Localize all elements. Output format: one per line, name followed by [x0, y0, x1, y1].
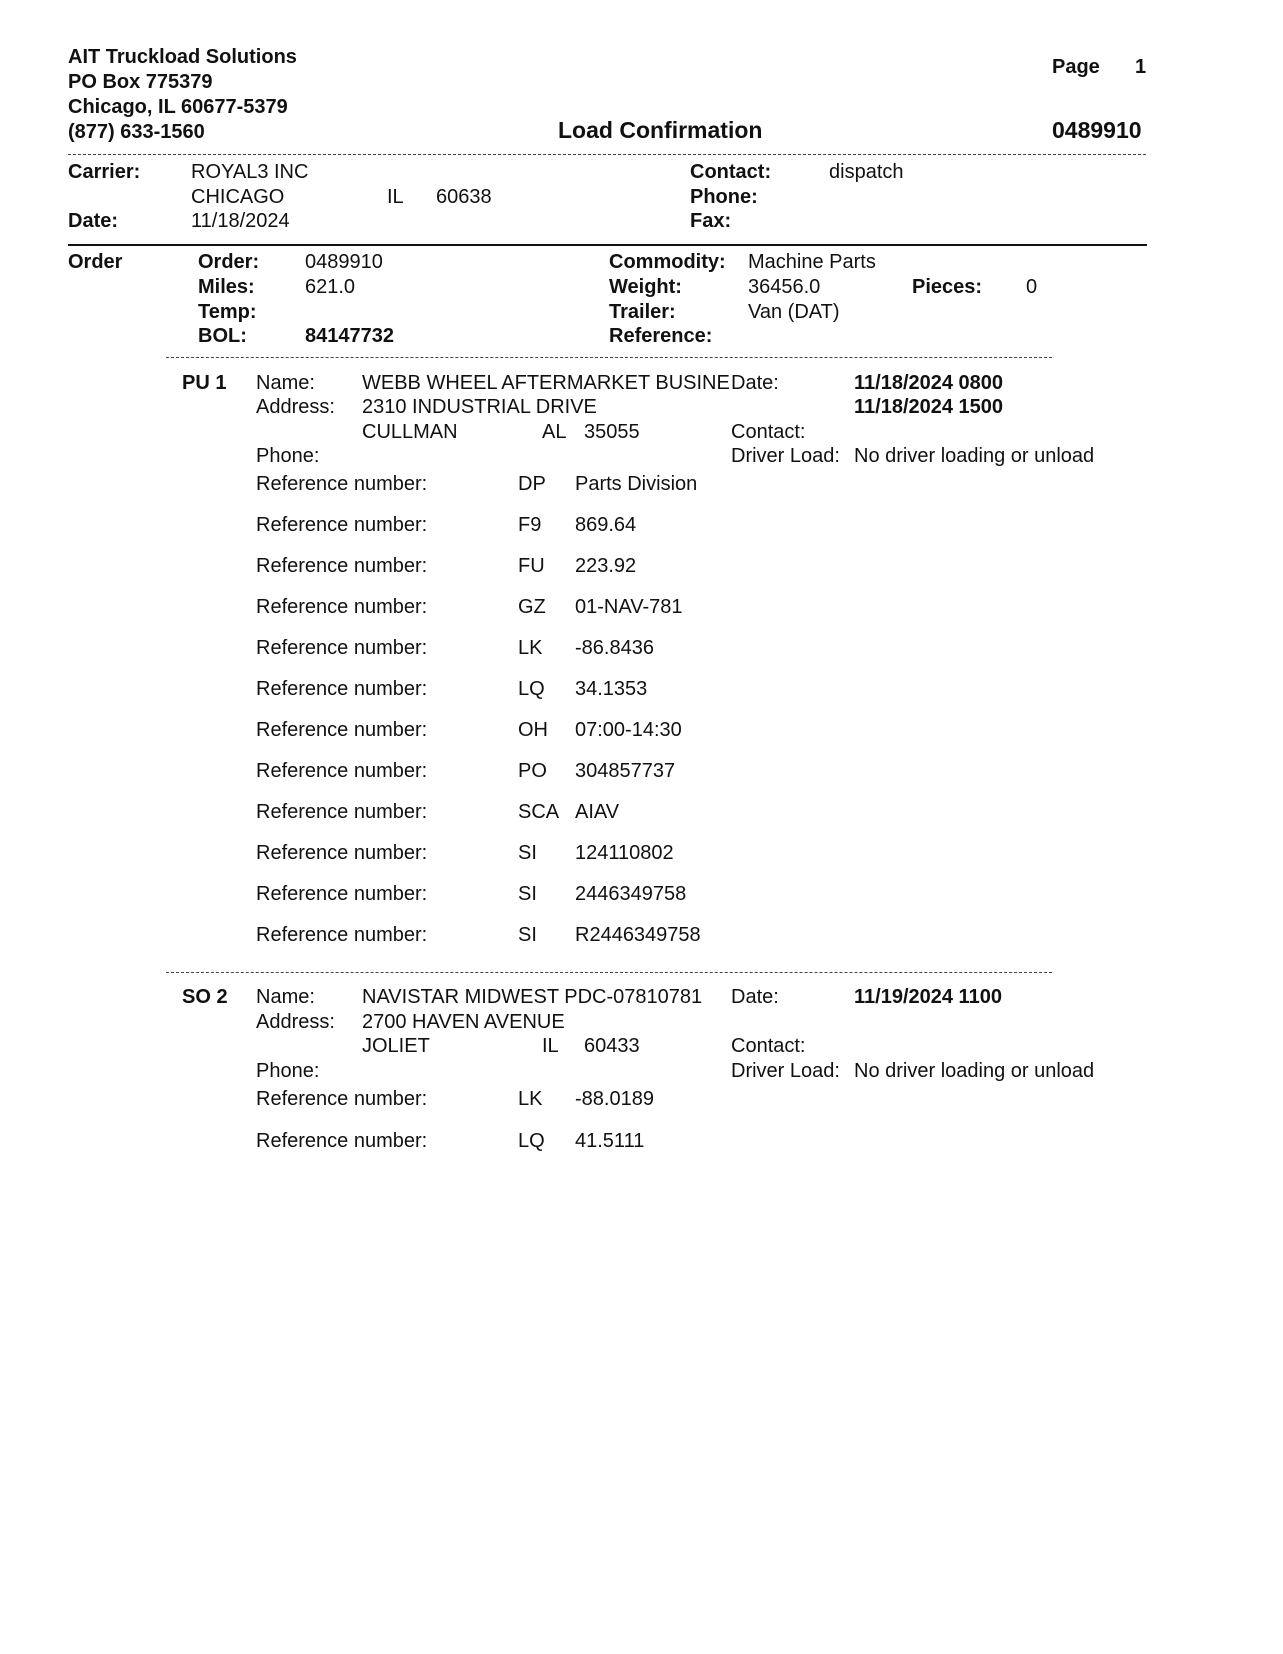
reference-code: LQ: [518, 678, 545, 700]
company-name: AIT Truckload Solutions: [68, 46, 297, 68]
company-address-line2: Chicago, IL 60677-5379: [68, 96, 288, 118]
carrier-contact: dispatch: [829, 161, 904, 183]
stop2-name-label: Name:: [256, 986, 315, 1008]
carrier-fax-label: Fax:: [690, 210, 732, 232]
reference-number-label: Reference number:: [256, 1129, 428, 1152]
reference-value: 41.5111: [575, 1129, 645, 1152]
reference-number-label: Reference number:: [256, 514, 428, 536]
pieces-value: 0: [1026, 276, 1038, 298]
header-divider: [68, 154, 1146, 155]
stop1-name: WEBB WHEEL AFTERMARKET BUSINE: [362, 372, 730, 394]
document-number: 0489910: [1052, 117, 1142, 143]
reference-value: 2446349758: [575, 883, 687, 905]
order-number-label: Order:: [198, 251, 260, 273]
stop2-address: 2700 HAVEN AVENUE: [362, 1011, 565, 1033]
reference-number-label: Reference number:: [256, 596, 428, 618]
carrier-date-label: Date:: [68, 210, 119, 232]
pieces-label: Pieces:: [912, 276, 983, 298]
miles-value: 621.0: [305, 276, 356, 298]
order-number: 0489910: [305, 251, 383, 273]
company-address-line1: PO Box 775379: [68, 71, 213, 93]
reference-code: LQ: [518, 1129, 545, 1152]
reference-number-label: Reference number:: [256, 842, 428, 864]
reference-value: 07:00-14:30: [575, 719, 682, 741]
page-number: 1: [1135, 56, 1147, 78]
reference-code: OH: [518, 719, 548, 741]
trailer-value: Van (DAT): [748, 301, 840, 323]
reference-value: AIAV: [575, 801, 620, 823]
reference-value: 869.64: [575, 514, 637, 536]
stop1-divider: [166, 972, 1052, 973]
carrier-contact-label: Contact:: [690, 161, 772, 183]
page-label: Page: [1052, 56, 1100, 78]
reference-number-label: Reference number:: [256, 924, 428, 946]
carrier-label: Carrier:: [68, 161, 141, 183]
reference-code: SI: [518, 924, 537, 946]
stop2-driver-load: No driver loading or unload: [854, 1060, 1095, 1082]
bol-value: 84147732: [305, 325, 394, 347]
commodity-label: Commodity:: [609, 251, 726, 273]
bol-label: BOL:: [198, 325, 247, 347]
weight-value: 36456.0: [748, 276, 821, 298]
carrier-zip: 60638: [436, 186, 492, 208]
stop2-date: 11/19/2024 1100: [854, 986, 1002, 1008]
reference-number-label: Reference number:: [256, 473, 428, 495]
stop1-phone-label: Phone:: [256, 445, 320, 467]
order-divider: [166, 357, 1052, 358]
order-section-label: Order: [68, 251, 123, 273]
stop1-name-label: Name:: [256, 372, 315, 394]
reference-code: LK: [518, 637, 543, 659]
reference-code: PO: [518, 760, 547, 782]
weight-label: Weight:: [609, 276, 682, 298]
stop1-zip: 35055: [584, 421, 640, 443]
reference-code: FU: [518, 555, 545, 577]
stop1-date-end: 11/18/2024 1500: [854, 396, 1004, 418]
carrier-name: ROYAL3 INC: [191, 161, 309, 183]
company-phone: (877) 633-1560: [68, 121, 205, 143]
reference-number-label: Reference number:: [256, 1088, 428, 1110]
stop1-contact-label: Contact:: [731, 421, 806, 443]
stop2-driver-load-label: Driver Load:: [731, 1060, 840, 1082]
stop2-zip: 60433: [584, 1035, 640, 1057]
stop2-phone-label: Phone:: [256, 1060, 320, 1082]
stop2-tag: SO 2: [182, 986, 228, 1008]
reference-code: F9: [518, 514, 542, 536]
reference-value: 304857737: [575, 760, 676, 782]
stop1-driver-load: No driver loading or unload: [854, 445, 1095, 467]
reference-code: GZ: [518, 596, 546, 618]
stop1-address-label: Address:: [256, 396, 335, 418]
stop1-tag: PU 1: [182, 372, 227, 394]
trailer-label: Trailer:: [609, 301, 676, 323]
reference-value: -86.8436: [575, 637, 654, 659]
reference-value: 34.1353: [575, 678, 648, 700]
stop1-address: 2310 INDUSTRIAL DRIVE: [362, 396, 597, 418]
stop1-driver-load-label: Driver Load:: [731, 445, 840, 467]
stop1-city: CULLMAN: [362, 421, 458, 443]
reference-value: -88.0189: [575, 1088, 654, 1110]
stop2-contact-label: Contact:: [731, 1035, 806, 1057]
reference-code: SCA: [518, 801, 560, 823]
stop2-name: NAVISTAR MIDWEST PDC-07810781: [362, 986, 703, 1008]
carrier-date: 11/18/2024: [191, 210, 290, 232]
reference-code: SI: [518, 842, 537, 864]
reference-number-label: Reference number:: [256, 719, 428, 741]
reference-value: R2446349758: [575, 924, 701, 946]
miles-label: Miles:: [198, 276, 255, 298]
stop2-date-label: Date:: [731, 986, 779, 1008]
reference-code: LK: [518, 1088, 543, 1110]
reference-value: Parts Division: [575, 473, 698, 495]
reference-value: 124110802: [575, 842, 674, 864]
reference-number-label: Reference number:: [256, 883, 428, 905]
reference-value: 223.92: [575, 555, 637, 577]
stop2-city: JOLIET: [362, 1035, 430, 1057]
stop2-state: IL: [542, 1035, 559, 1057]
reference-code: SI: [518, 883, 537, 905]
carrier-divider: [68, 244, 1147, 246]
stop1-state: AL: [542, 421, 567, 443]
reference-code: DP: [518, 473, 546, 495]
reference-number-label: Reference number:: [256, 555, 428, 577]
commodity-value: Machine Parts: [748, 251, 876, 273]
reference-number-label: Reference number:: [256, 760, 428, 782]
reference-number-label: Reference number:: [256, 637, 428, 659]
carrier-city: CHICAGO: [191, 186, 285, 208]
stop1-date-label: Date:: [731, 372, 779, 394]
carrier-phone-label: Phone:: [690, 186, 758, 208]
reference-number-label: Reference number:: [256, 801, 428, 823]
stop2-address-label: Address:: [256, 1011, 335, 1033]
reference-value: 01-NAV-781: [575, 596, 683, 618]
carrier-state: IL: [387, 186, 404, 208]
reference-number-label: Reference number:: [256, 678, 428, 700]
stop1-date-start: 11/18/2024 0800: [854, 372, 1004, 394]
reference-label: Reference:: [609, 325, 713, 347]
document-title: Load Confirmation: [558, 117, 763, 143]
temp-label: Temp:: [198, 301, 257, 323]
